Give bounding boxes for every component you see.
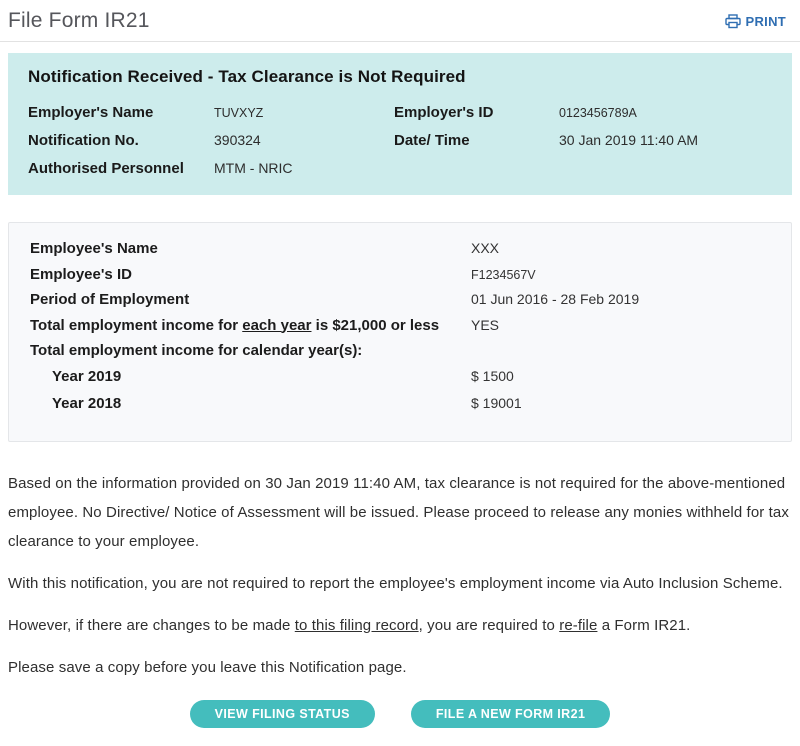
notification-no-label: Notification No.	[28, 132, 139, 149]
text-segment: Total employment income for	[30, 316, 243, 334]
paragraph-auto-inclusion: With this notification, you are not required to report the employee's employment income via Auto Inclusion Scheme.	[8, 574, 783, 592]
notification-no-value: 390324	[214, 132, 261, 148]
paragraph-clearance-not-required: Based on the information provided on 30 Jan 2019 11:40 AM, tax clearance is not required for the above-mentioned employee. No Directive/ Notice of Assessment will be issued. Please proceed to release any monies withheld for tax clearance to your employee.	[8, 474, 789, 550]
date-time-value: 30 Jan 2019 11:40 AM	[559, 132, 699, 148]
employee-name-label: Employee's Name	[30, 240, 158, 257]
date-time-label: Date/ Time	[394, 132, 470, 149]
income-each-year-row	[30, 317, 771, 343]
authorised-personnel-value: MTM - NRIC	[214, 160, 293, 176]
text-segment: , you are required to	[418, 616, 560, 634]
notification-text-block	[8, 469, 792, 682]
printer-icon	[725, 14, 741, 29]
year-2019-value: $ 1500	[471, 367, 514, 384]
income-calendar-row	[30, 342, 771, 368]
employer-id-label: Employer's ID	[394, 104, 494, 121]
refile-link[interactable]: re-file	[559, 616, 598, 634]
employee-name-value: XXX	[471, 240, 500, 256]
notification-banner	[8, 53, 792, 195]
page-title: File Form IR21	[8, 9, 150, 32]
text-segment: However, if there are changes to be made	[8, 616, 295, 634]
employment-period-label: Period of Employment	[30, 291, 190, 308]
employee-details-card	[8, 222, 792, 442]
year-2019-label: Year 2019	[52, 367, 122, 385]
employment-period-row	[30, 291, 771, 317]
employer-details-grid	[28, 104, 772, 177]
paragraph-refile	[8, 611, 792, 640]
paragraph-save-copy: Please save a copy before you leave this Notification page.	[8, 658, 407, 676]
income-each-year-value: YES	[471, 316, 500, 333]
income-calendar-label: Total employment income for calendar year(s):	[30, 342, 363, 359]
text-segment: is $21,000 or less	[311, 316, 440, 334]
employee-id-row	[30, 266, 771, 292]
employee-id-value: F1234567V	[471, 267, 536, 282]
text-segment: a Form IR21.	[597, 616, 691, 634]
view-filing-status-button[interactable]: VIEW FILING STATUS	[190, 700, 375, 728]
year-2018-value: $ 19001	[471, 395, 522, 411]
each-year-underlined-text: each year	[242, 316, 312, 334]
year-2018-label: Year 2018	[52, 395, 122, 412]
file-new-form-ir21-button[interactable]: FILE A NEW FORM IR21	[411, 700, 610, 728]
year-2018-row	[30, 395, 771, 423]
print-label: PRINT	[745, 13, 786, 29]
authorised-personnel-label: Authorised Personnel	[28, 160, 184, 177]
print-button[interactable]	[721, 12, 791, 31]
employer-name-value: TUVXYZ	[214, 106, 264, 120]
employment-period-value: 01 Jun 2016 - 28 Feb 2019	[471, 291, 640, 307]
filing-record-link[interactable]: to this filing record	[294, 616, 419, 634]
employer-id-value: 0123456789A	[559, 106, 637, 120]
employer-name-label: Employer's Name	[28, 104, 154, 121]
income-each-year-label	[30, 317, 471, 334]
employee-id-label: Employee's ID	[30, 265, 132, 283]
action-button-row	[0, 700, 800, 728]
employee-name-row	[30, 240, 771, 266]
year-2019-row	[30, 368, 771, 396]
notification-title: Notification Received - Tax Clearance is Not Required	[28, 67, 466, 86]
page-header	[0, 0, 800, 42]
